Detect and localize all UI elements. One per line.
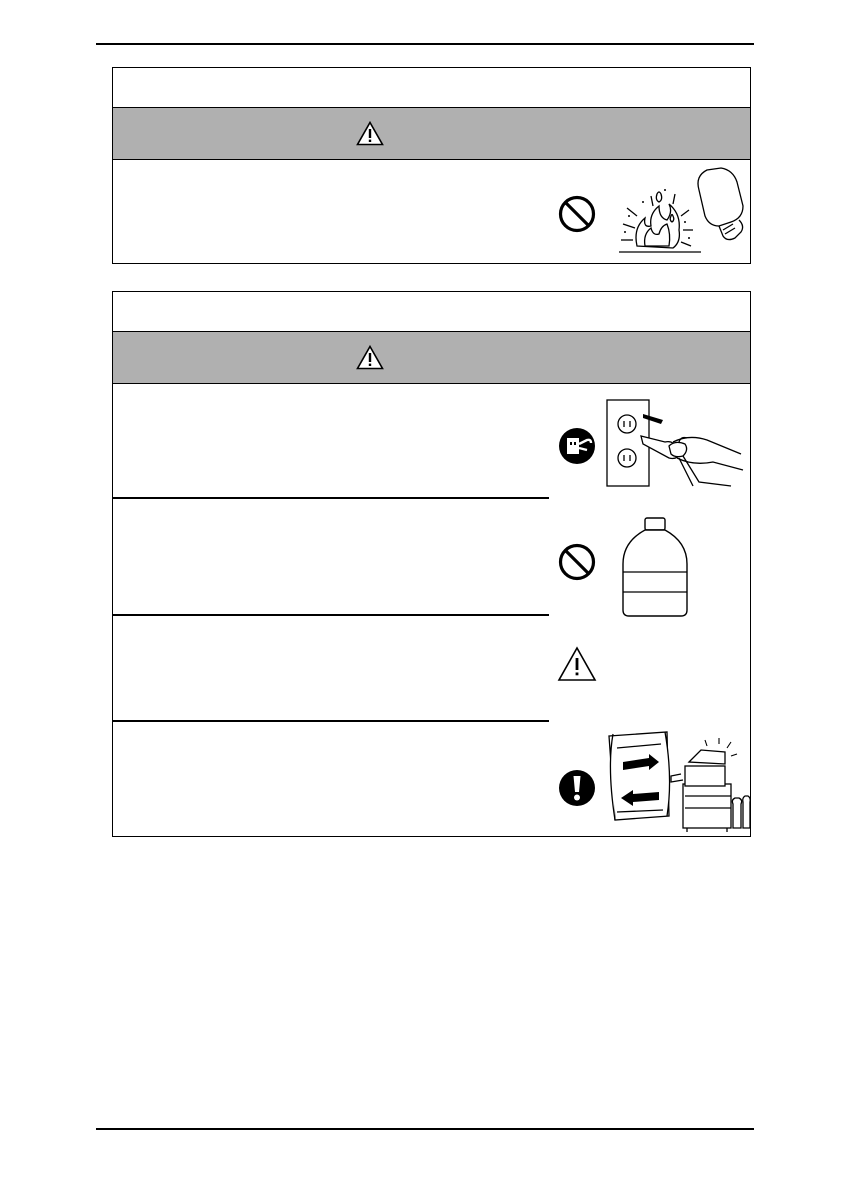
warning-triangle-icon <box>356 345 384 370</box>
prohibited-icon <box>557 542 597 582</box>
caution-triangle-icon <box>557 646 597 682</box>
copier-and-bottles-illustration <box>605 728 751 834</box>
header-rule <box>96 43 754 45</box>
panel-title <box>113 68 750 108</box>
prohibited-icon <box>557 194 597 234</box>
row-divider <box>113 720 549 722</box>
warning-band <box>113 108 750 160</box>
footer-rule <box>96 1128 754 1130</box>
panel-title <box>113 292 750 332</box>
row-divider <box>113 614 549 616</box>
safety-panel-1 <box>112 67 751 264</box>
row-divider <box>113 497 549 499</box>
toner-bottle-illustration <box>617 514 693 620</box>
warning-triangle-icon <box>356 121 384 146</box>
toner-bottle-fire-illustration <box>615 166 747 258</box>
unplug-icon <box>557 426 597 466</box>
safety-panel-2 <box>112 291 751 837</box>
panel-body <box>113 384 750 836</box>
unplug-power-cord-illustration <box>603 396 749 490</box>
panel-body <box>113 160 750 262</box>
mandatory-action-icon <box>557 768 597 808</box>
warning-band <box>113 332 750 384</box>
